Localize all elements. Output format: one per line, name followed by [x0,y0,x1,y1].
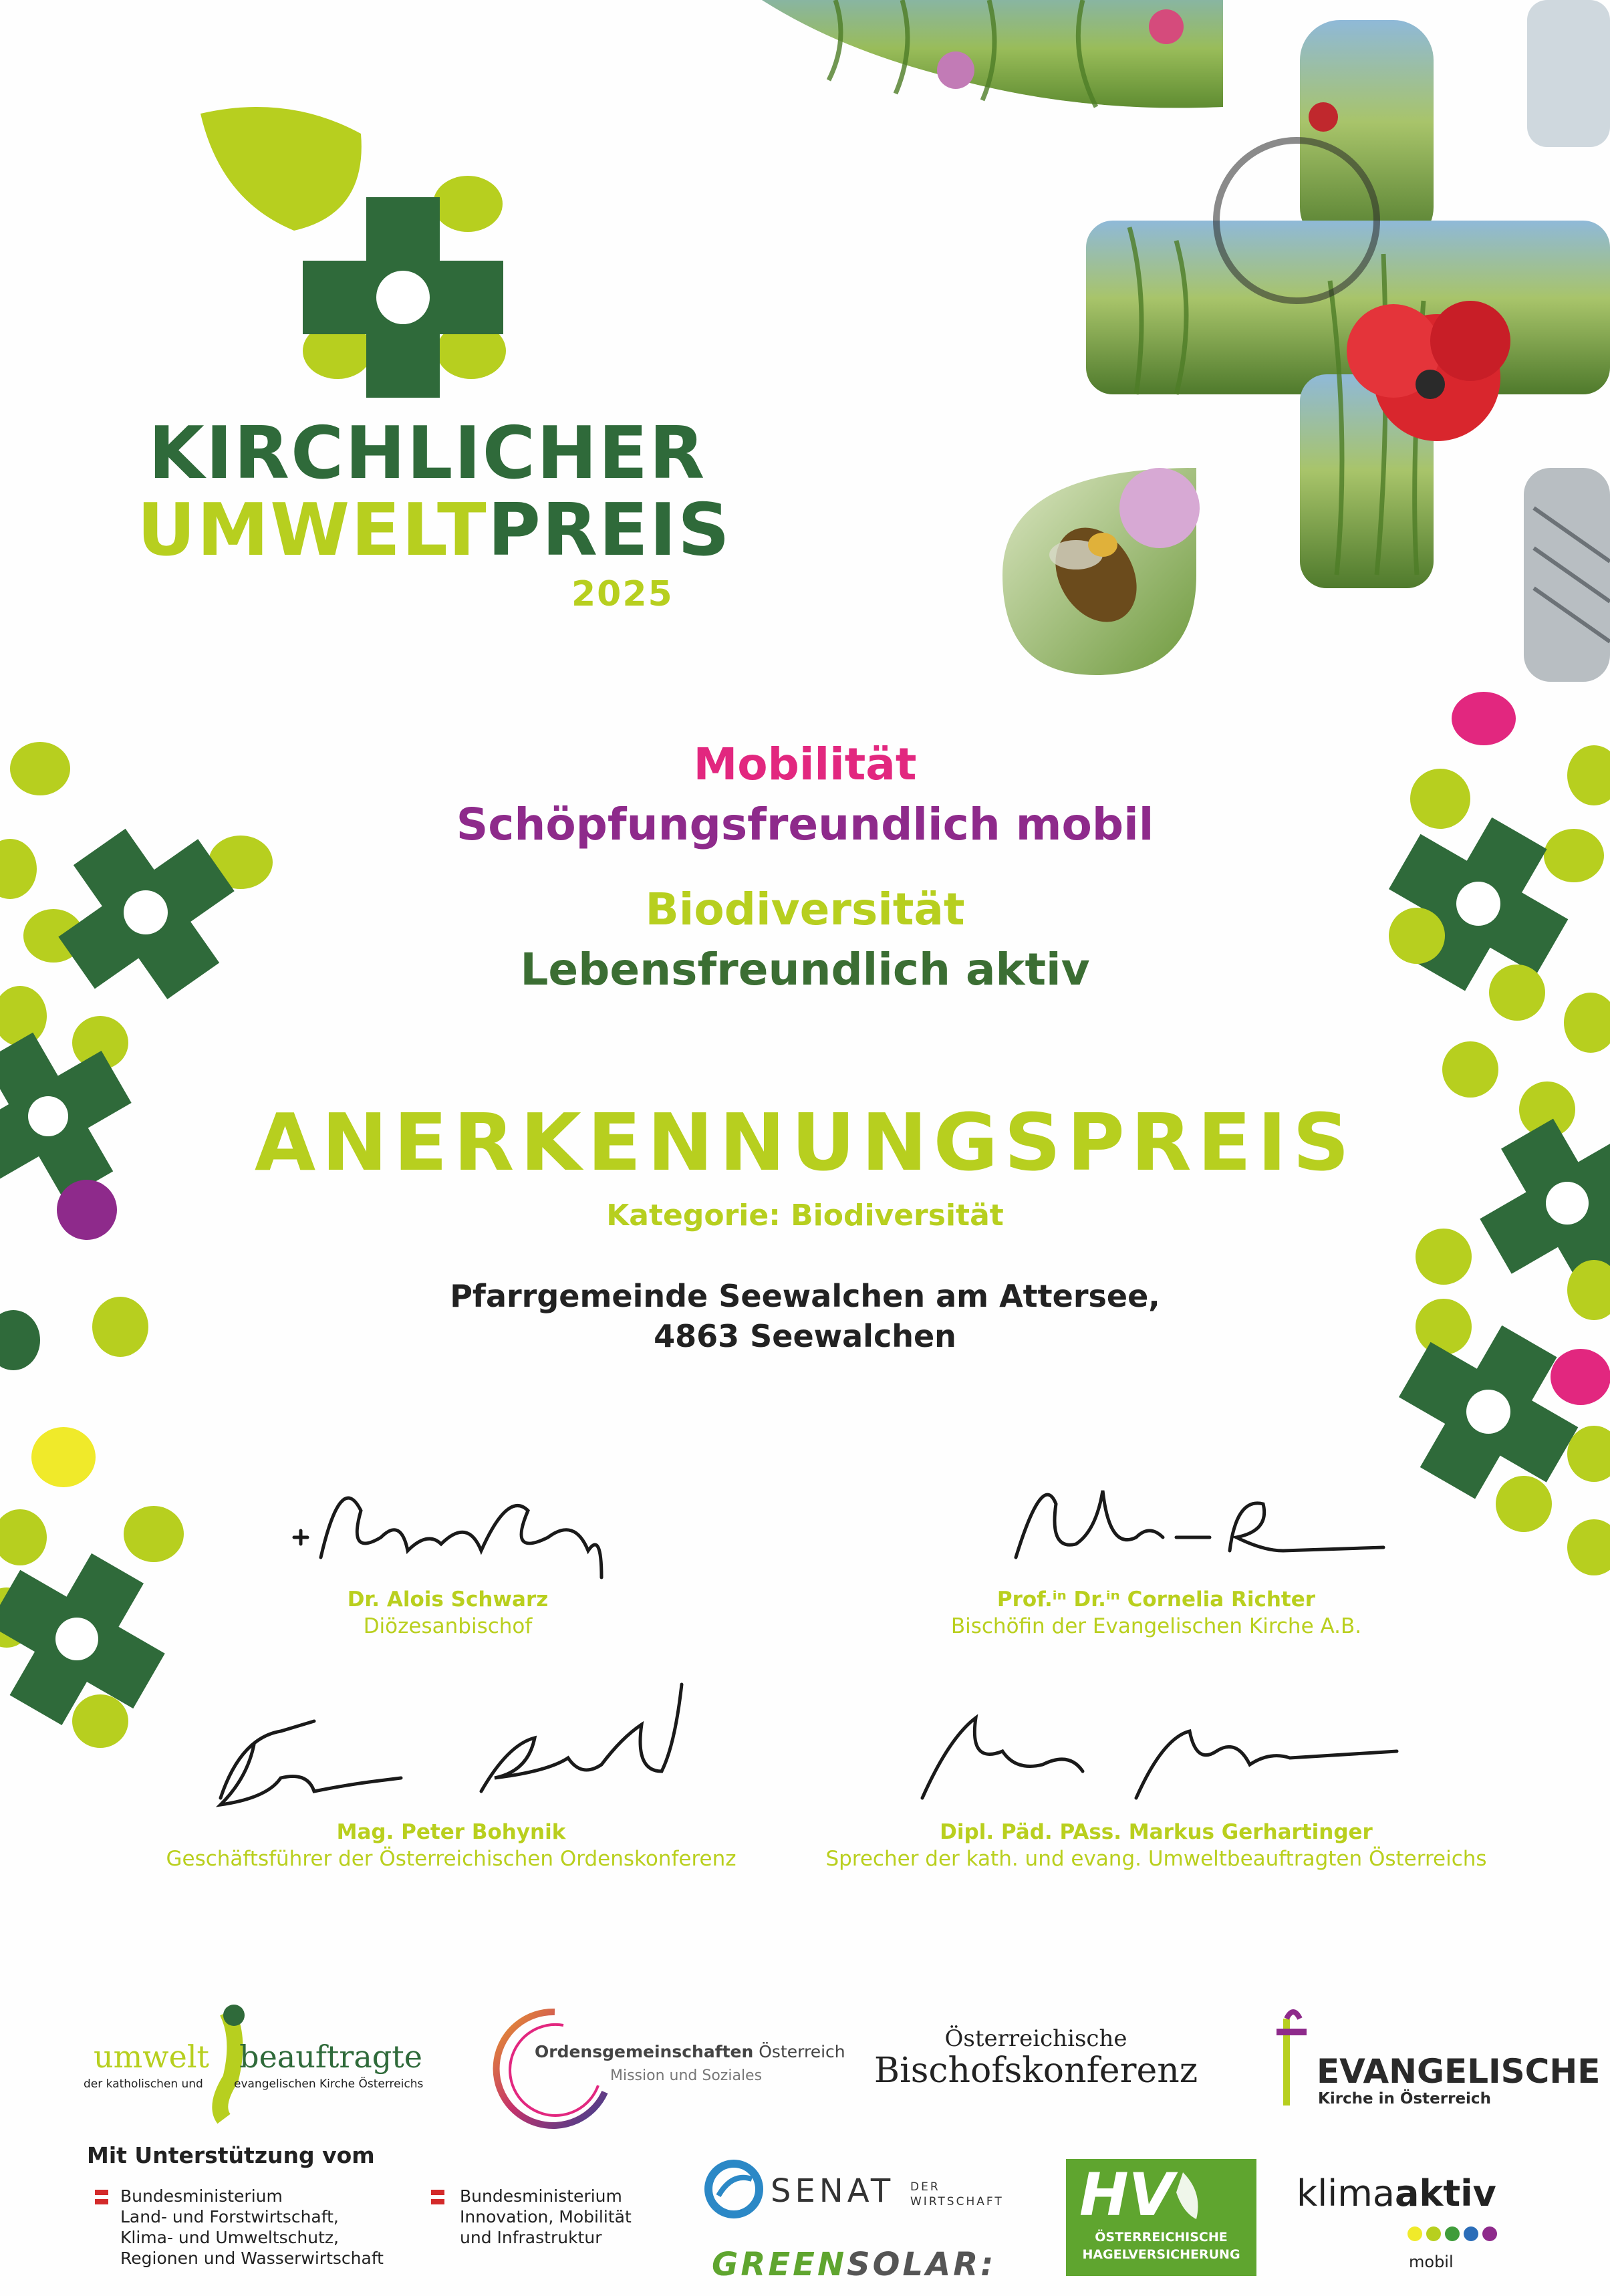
signatory-4-name: Dipl. Päd. PAss. Markus Gerhartinger [940,1820,1373,1844]
signatory-1-role: Diözesanbischof [363,1614,533,1638]
bm2-line: Bundesministerium [460,2186,622,2206]
bm2-line: Innovation, Mobilität [460,2207,632,2226]
recipient-line1: Pfarrgemeinde Seewalchen am Attersee, [450,1278,1160,1314]
umwelt-text: umwelt [94,2039,210,2075]
signatures [221,1491,1397,1805]
signatory-2-role: Bischöfin der Evangelischen Kirche A.B. [950,1614,1362,1638]
bm2-line: und Infrastruktur [460,2228,602,2247]
signatory-2-name: Prof.ⁱⁿ Dr.ⁱⁿ Cornelia Richter [996,1587,1316,1612]
senat-wirtschaft: WIRTSCHAFT [910,2195,1004,2208]
support-heading: Mit Unterstützung vom [87,2142,375,2168]
hv-logo-letters: HV [1079,2160,1174,2229]
orden-subtitle: Mission und Soziales [610,2067,763,2084]
umweltbeauftragte-logo [94,2039,422,2075]
orden-title: Ordensgemeinschaften [535,2042,754,2061]
klimaaktiv-mobil: mobil [1409,2253,1454,2271]
umwelt-sub2: evangelischen Kirche Österreichs [234,2077,424,2091]
beauftragte-text: beauftragte [239,2039,422,2075]
klimaaktiv-logo [1297,2172,1496,2214]
logo-title-line1: KIRCHLICHER [148,412,706,495]
logo-symbol [200,107,506,398]
signatory-1-name: Dr. Alois Schwarz [347,1587,549,1612]
recipient-line2: 4863 Seewalchen [654,1318,956,1354]
logo-title-umwelt: UMWELT [137,489,488,572]
signatory-3-name: Mag. Peter Bohynik [336,1820,566,1844]
orden-country: Österreich [759,2042,845,2061]
theme-mobility: Mobilität [693,739,917,790]
senat-der: DER [910,2180,940,2194]
bischofskonferenz-line2: Bischofskonferenz [874,2051,1198,2091]
bm1-line: Regionen und Wasserwirtschaft [120,2249,384,2268]
signatory-3-role: Geschäftsführer der Österreichischen Ordenskonferenz [166,1847,736,1871]
theme-biodiversity-subtitle: Lebensfreundlich aktiv [520,944,1090,995]
umwelt-sub1: der katholischen und [84,2077,203,2091]
logo-title-preis: PREIS [487,489,731,572]
bm1-line: Klima- und Umweltschutz, [120,2228,339,2247]
greensolar-green: GREEN [712,2246,847,2283]
award-category: Kategorie: Biodiversität [606,1198,1004,1233]
photo-collage [762,0,1610,682]
hv-line2: HAGELVERSICHERUNG [1082,2247,1240,2262]
aktiv-text: aktiv [1394,2172,1496,2214]
evangelische-subtitle: Kirche in Österreich [1318,2090,1491,2108]
senat-text: SENAT [771,2172,895,2210]
klima-text: klima [1297,2172,1395,2214]
logo-title-line2 [137,489,731,572]
greensolar-solar: SOLAR: [847,2246,996,2283]
theme-mobility-subtitle: Schöpfungsfreundlich mobil [456,799,1154,850]
logo-year: 2025 [571,574,674,614]
bm-landwirtschaft [120,2186,384,2269]
award-title: ANERKENNUNGSPREIS [254,1096,1356,1188]
evangelische-title: EVANGELISCHE [1317,2052,1601,2091]
bm1-line: Bundesministerium [120,2186,283,2206]
bm1-line: Land- und Forstwirtschaft, [120,2207,339,2226]
greensolar-logo [712,2246,996,2283]
theme-biodiversity: Biodiversität [645,884,965,935]
bischofskonferenz-line1: Österreichische [944,2025,1127,2052]
hv-line1: ÖSTERREICHISCHE [1095,2230,1228,2245]
signatory-4-role: Sprecher der kath. und evang. Umweltbeauftragten Österreichs [825,1847,1487,1871]
bm-innovation [460,2186,632,2248]
ordensgemeinschaften-logo [535,2042,845,2061]
